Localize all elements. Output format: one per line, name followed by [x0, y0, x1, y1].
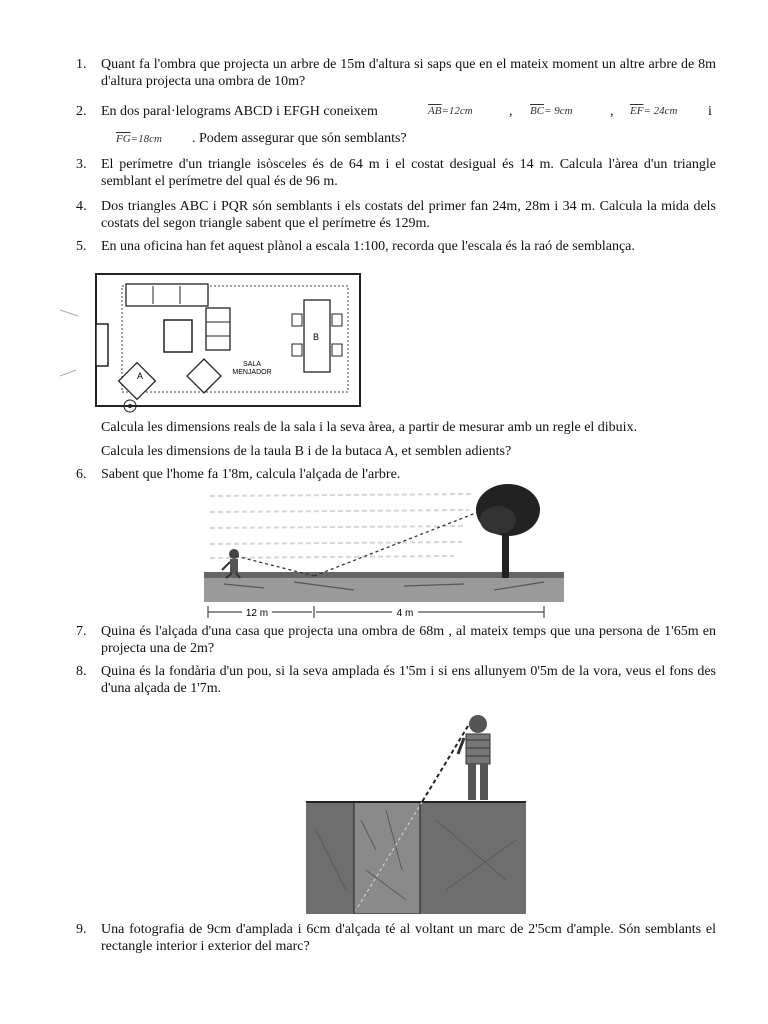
- question-number: 6.: [76, 467, 87, 482]
- question-text: Sabent que l'home fa 1'8m, calcula l'alçada de l'arbre.: [101, 467, 401, 482]
- distance-left-label: 12 m: [245, 608, 269, 619]
- conjunction: i: [708, 104, 712, 119]
- separator: ,: [509, 104, 513, 119]
- label-a: A: [136, 371, 144, 381]
- question-text: Quina és la fondària d'un pou, si la seva amplada és 1'5m i si ens allunyem 0'5m de la vora, veus el fons des d'una alçada de 1'7m.: [101, 664, 716, 696]
- question-9: [76, 921, 716, 955]
- question-number: 5.: [76, 239, 87, 254]
- question-number: 4.: [76, 199, 87, 214]
- tree-shadow-figure: [204, 484, 564, 624]
- question-number: 3.: [76, 157, 87, 172]
- well-figure: [306, 710, 526, 914]
- distance-right-label: 4 m: [396, 608, 414, 619]
- question-text: Una fotografia de 9cm d'amplada i 6cm d'alçada té al voltant un marc de 2'5cm d'ample. Són semblants el rectangle interior i exterior del marc?: [101, 922, 716, 954]
- question-4: [76, 198, 716, 232]
- question-text: En una oficina han fet aquest plànol a escala 1:100, recorda que l'escala és la raó de semblança.: [101, 239, 635, 254]
- label-b: B: [312, 332, 320, 342]
- measure-ab: $\overline{AB}=12cm$: [428, 105, 473, 117]
- question-number: 9.: [76, 922, 87, 937]
- question-text: El perímetre d'un triangle isòsceles és de 64 m i el costat desigual és 14 m. Calcula l'àrea d'un triangle semblant el perímetre del qual és de 96 m.: [101, 157, 716, 189]
- q5-followup-2: Calcula les dimensions de la taula B i de la butaca A, et semblen adients?: [101, 444, 512, 459]
- separator: ,: [610, 104, 614, 119]
- question-number: 8.: [76, 664, 87, 679]
- measure-bc: $\overline{BC}= 9cm$: [530, 105, 573, 117]
- question-text: En dos paral·lelograms ABCD i EFGH coneixem: [101, 104, 378, 119]
- q5-followup-1: Calcula les dimensions reals de la sala i la seva àrea, a partir de mesurar amb un regle el dibuix.: [101, 420, 638, 435]
- question-number: 7.: [76, 624, 87, 639]
- floor-plan-figure: [60, 266, 365, 416]
- room-label-2: MENJADOR: [232, 369, 272, 376]
- question-5: [76, 238, 716, 255]
- question-text: Quina és l'alçada d'una casa que projecta una ombra de 68m , al mateix temps que una persona de 1'65m en projecta una de 2m?: [101, 624, 716, 656]
- question-text: Dos triangles ABC i PQR són semblants i els costats del primer fan 24m, 28m i 34 m. Calcula la mida dels costats del segon triangle sabent que el perímetre és 129m.: [101, 199, 716, 231]
- question-7: [76, 623, 716, 657]
- measure-fg: $\overline{FG}=18cm$: [116, 133, 162, 145]
- question-number: 1.: [76, 57, 87, 72]
- question-1: [76, 56, 716, 90]
- question-number: 2.: [76, 104, 87, 119]
- question-8: [76, 663, 716, 697]
- question-6: [76, 466, 716, 483]
- measure-ef: $\overline{EF}= 24cm$: [630, 105, 678, 117]
- question-text: Quant fa l'ombra que projecta un arbre de 15m d'altura si saps que en el mateix moment un altre arbre de 8m d'altura projecta una ombra de 10m?: [101, 57, 716, 89]
- room-label-1: SALA: [243, 361, 261, 368]
- question-3: [76, 156, 716, 190]
- question-text-tail: . Podem assegurar que són semblants?: [192, 131, 407, 146]
